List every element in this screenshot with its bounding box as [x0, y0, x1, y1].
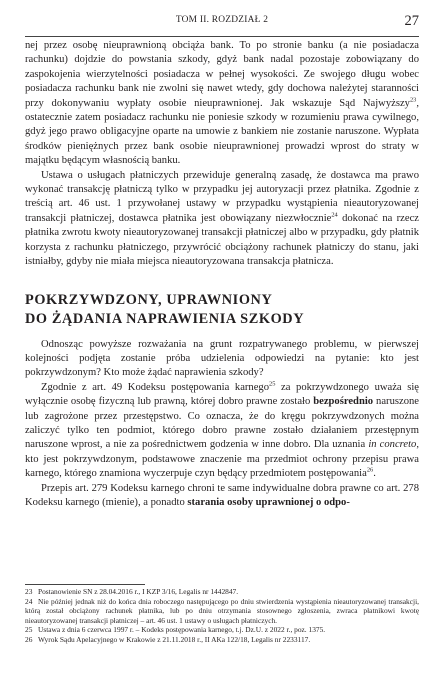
footnote: 24 Nie później jednak niż do końca dnia roboczego następującego po dniu stwierdzenia wystąpienia nieautoryzowanej transakcji, którą został obciążony rachunek płatnika, lub po dniu otrzymania stosownego zgłoszenia, zwraca płatnikowi kwotę nieautoryzowanej transakcji płatniczej – art. 46 ust. 1 ustawy o usługach płatniczych. — [25, 596, 419, 625]
running-header — [25, 13, 419, 35]
body-text — [25, 39, 419, 510]
footnote-ref-25[interactable]: 25 — [269, 380, 276, 388]
bold-term: starania osoby uprawnionej o odpo- — [187, 496, 350, 508]
paragraph-5: Przepis art. 279 Kodeksu karnego chroni te same indywidualne dobra prawne co art. 278 Kodeksu karnego (mienie), a ponadto starania osoby uprawnionej o odpo- — [25, 482, 419, 508]
section-heading — [25, 291, 419, 329]
italic-term: in concreto — [368, 439, 417, 451]
footnote: 23 Postanowienie SN z 28.04.2016 r., I KZP 3/16, Legalis nr 1442847. — [25, 587, 239, 596]
footnote: 25 Ustawa z dnia 6 czerwca 1997 r. – Kodeks postępowania karnego, t.j. Dz.U. z 2022 r., poz. 1375. — [25, 625, 326, 635]
footnote-ref-24[interactable]: 24 — [331, 211, 338, 219]
footnote-ref-23[interactable]: 23 — [409, 96, 417, 104]
paragraph-1: nej przez osobę nieuprawnioną obciąża bank. To po stronie banku (a nie posiadacza rachunku) dojdzie do powstania szkody, gdyż bank nadal pozostaje zobowiązany do zaspokojenia wierzytelności posiadacza w pełnej wysokości. Ze swojego długu wobec posiadacza rachunku bank nie zwolni się nawet wtedy, gdy dochowa należytej staranności przy dokonywaniu wypłaty osobie nieuprawnionej. Jak wskazuje Sąd Najwyższy$^{23}$, ostatecznie zatem posiadacz rachunku nie poniesie szkody w rozumieniu prawa cywilnego, gdyż jego prawo obligacyjne oparte na umowie z bankiem nie zostanie naruszone. Wypłata środków pieniężnych przez bank osobie nieuprawnionej prowadzi wprost do straty w majątku będącym własnością banku. — [25, 40, 419, 167]
heading-line-1: POKRZYWDZONY, UPRAWNIONY — [25, 291, 273, 308]
bold-term: bezpośrednio — [313, 396, 374, 408]
paragraph-3: Odnosząc powyższe rozważania na grunt rozpatrywanego problemu, w pierwszej kolejności podjęta zostanie próba udzielenia odpowiedzi na pytanie: kto jest pokrzywdzonym? Kto może żądać naprawienia szkody? — [25, 338, 419, 379]
footnote-separator — [25, 584, 145, 585]
paragraph-4: Zgodnie z art. 49 Kodeksu postępowania karnego$^{25}$ za pokrzywdzonego uważa się wyłącznie osobę fizyczną lub prawną, której dobro prawne zostało bezpośrednio naruszone lub zagrożone przez przestępstwo. Co oznacza, że do kręgu pokrzywdzonych można zaliczyć tylko ten podmiot, którego dobro prawne zostało działaniem przestępnym naruszone wprost, a nie za pośrednictwem godzenia w inne dobro. Dla uznania in concreto, kto jest pokrzywdzonym, podstawowe znaczenie ma przedmiot ochrony przepisu prawa karnego, którego znamiona wyczerpuje czyn będący przedmiotem postępowania$^{26}$. — [25, 380, 419, 480]
footnotes — [25, 587, 419, 645]
paragraph-2: Ustawa o usługach płatniczych przewiduje generalną zasadę, że dostawca ma prawo wykonać transakcję płatniczą tylko w przypadku jej autoryzacji przez płatnika. Zgodnie z treścią art. 46 ust. 1 przywołanej ustawy w przypadku wystąpienia nieautoryzowanej transakcji płatniczej, dostawca płatnika jest obowiązany niezwłocznie$^{24}$ dokonać na rzecz płatnika zwrotu kwoty nieautoryzowanej transakcji płatniczej albo w przypadku, gdy płatnik korzysta z rachunku płatniczego, przywrócić obciążony rachunek płatniczy do stanu, jaki istniałby, gdyby nie miała miejsca nieautoryzowana transakcja płatnicza. — [25, 169, 419, 268]
footnote: 26 Wyrok Sądu Apelacyjnego w Krakowie z 21.11.2018 r., II AKa 122/18, Legalis nr 2233117. — [25, 634, 311, 644]
footnote-ref-26[interactable]: 26 — [366, 466, 374, 474]
running-title: TOM II. ROZDZIAŁ 2 — [175, 15, 269, 25]
page-number: 27 — [404, 13, 419, 29]
header-rule — [25, 36, 419, 37]
heading-line-2: DO ŻĄDANIA NAPRAWIENIA SZKODY — [25, 310, 305, 327]
